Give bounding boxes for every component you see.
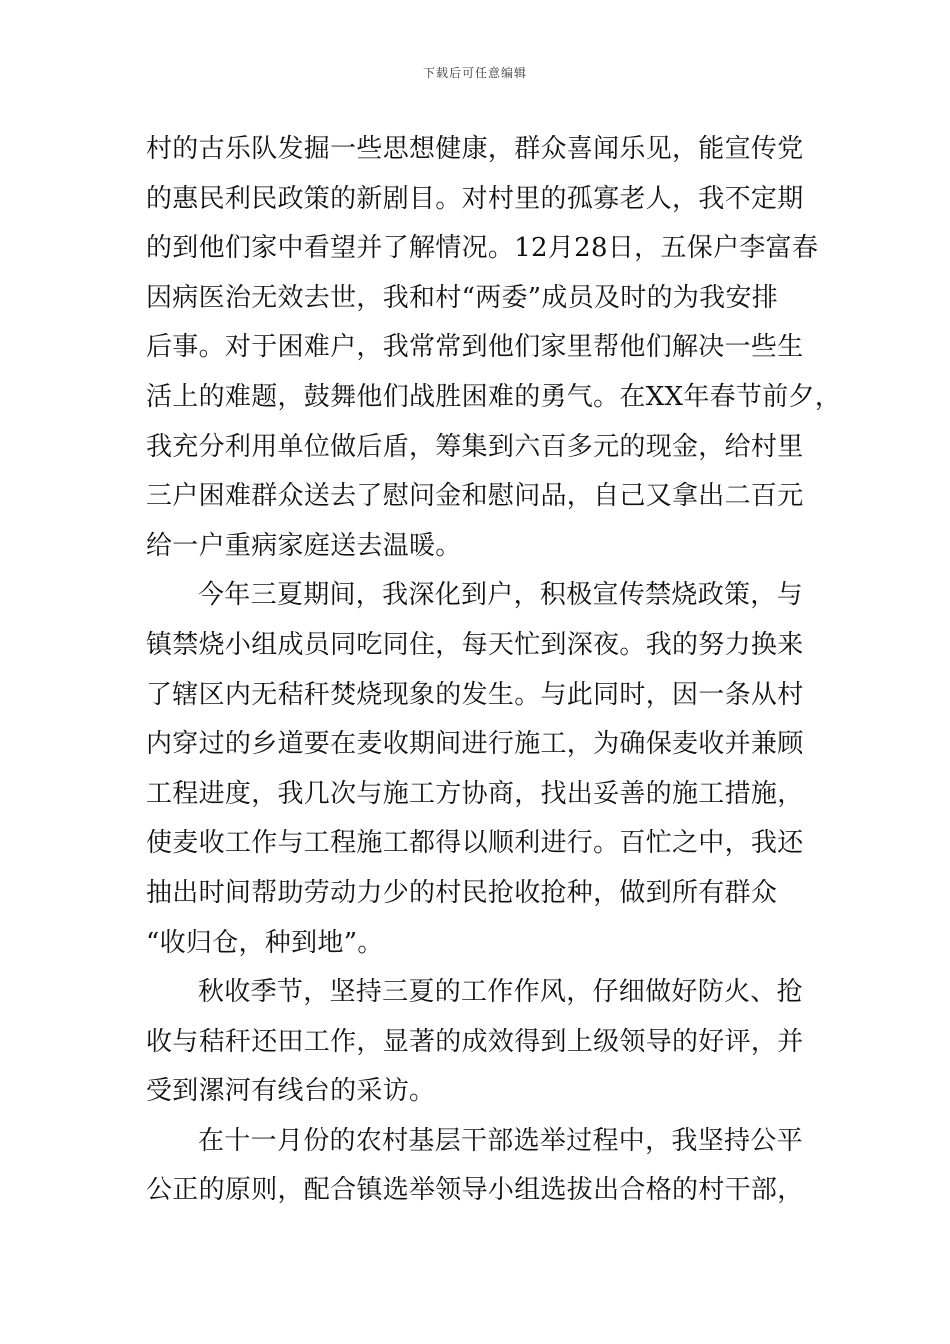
text-line: 公正的原则，配合镇选举领导小组选拔出合格的村干部， [146, 1175, 804, 1206]
text-line: 给一户重病家庭送去温暖。 [146, 530, 462, 561]
paragraph-first-line: 在十一月份的农村基层干部选举过程中，我坚持公平 [198, 1125, 803, 1156]
text-line: 受到漯河有线台的采访。 [146, 1076, 436, 1107]
text-line: 后事。对于困难户，我常常到他们家里帮他们解决一些生 [146, 332, 804, 363]
text-line: 村的古乐队发掘一些思想健康，群众喜闻乐见，能宣传党 [146, 134, 804, 164]
paragraph-first-line: 秋收季节，坚持三夏的工作作风，仔细做好防火、抢 [198, 977, 803, 1008]
text-line: 内穿过的乡道要在麦收期间进行施工，为确保麦收并兼顾 [146, 729, 804, 760]
text-line: 使麦收工作与工程施工都得以顺利进行。百忙之中，我还 [146, 828, 804, 859]
text-line: 收与秸秆还田工作，显著的成效得到上级领导的好评，并 [146, 1026, 804, 1057]
text-line: 抽出时间帮助劳动力少的村民抢收抢种，做到所有群众 [146, 877, 778, 908]
text-line: 三户困难群众送去了慰问金和慰问品，自己又拿出二百元 [146, 481, 804, 512]
text-line: “收归仓，种到地”。 [146, 927, 384, 958]
text-line: 的到他们家中看望并了解情况。12月28日，五保户李富春 [146, 233, 819, 264]
body-text [146, 125, 842, 1216]
text-line: 活上的难题，鼓舞他们战胜困难的勇气。在XX年春节前夕， [146, 381, 842, 412]
paragraph-first-line: 今年三夏期间，我深化到户，积极宣传禁烧政策，与 [198, 580, 803, 611]
text-line: 了辖区内无秸秆焚烧现象的发生。与此同时，因一条从村 [146, 679, 804, 710]
text-line: 镇禁烧小组成员同吃同住，每天忙到深夜。我的努力换来 [146, 629, 804, 660]
text-line: 我充分利用单位做后盾，筹集到六百多元的现金，给村里 [146, 431, 804, 462]
text-line: 的惠民利民政策的新剧目。对村里的孤寡老人，我不定期 [146, 183, 804, 214]
text-line: 工程进度，我几次与施工方协商，找出妥善的施工措施， [146, 778, 804, 809]
text-line: 因病医治无效去世，我和村“两委”成员及时的为我安排 [146, 282, 779, 313]
page-header: 下载后可任意编辑 [422, 66, 527, 80]
